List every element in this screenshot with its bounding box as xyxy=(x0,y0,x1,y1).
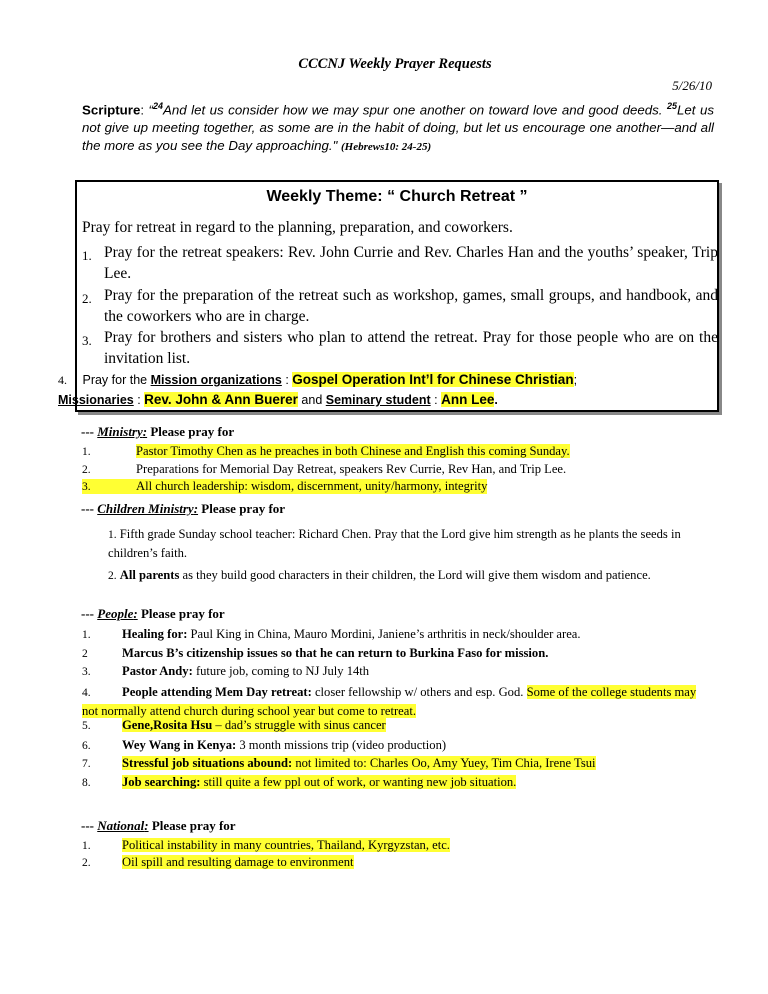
item-highlight: Some of the college students may not normally attend church during school year but come to retreat. xyxy=(82,685,697,718)
item-bold: People attending Mem Day retreat: xyxy=(122,685,312,699)
children-heading: --- Children Ministry: Please pray for xyxy=(81,501,286,516)
item-number: 1. xyxy=(82,248,92,263)
item-number: 1. xyxy=(82,446,91,458)
mission-value: Gospel Operation Int’l for Chinese Christian xyxy=(292,372,574,387)
list-item xyxy=(82,444,570,459)
item-number: 4. xyxy=(82,687,91,699)
theme-item-4: 4. Pray for the Mission organizations : Gospel Operation Int’l for Chinese Christian; Missionaries : Rev. John & Ann Buerer and Seminary student : Ann Lee. xyxy=(58,372,578,407)
item-number: 3. xyxy=(82,666,91,678)
section-name: Ministry xyxy=(97,424,143,439)
item-text: closer fellowship w/ others and esp. God. xyxy=(311,685,524,699)
list-item xyxy=(82,855,354,870)
item-number: 2. xyxy=(108,570,117,582)
item-number: 1. xyxy=(108,529,117,541)
section-name: Children Ministry xyxy=(97,501,194,516)
item-text: Pray for the preparation of the retreat such as workshop, games, small groups, and handbook, and the coworkers who are in charge. xyxy=(104,287,718,325)
list-item xyxy=(108,525,712,562)
item-bold: Healing for: xyxy=(122,627,188,641)
item-text: 3 month missions trip (video production) xyxy=(236,738,447,752)
item-number: 2. xyxy=(82,857,91,869)
list-item xyxy=(82,775,516,790)
item-text: Political instability in many countries, Thailand, Kyrgyzstan, etc. xyxy=(122,838,450,852)
item-text: Preparations for Memorial Day Retreat, speakers Rev Currie, Rev Han, and Trip Lee. xyxy=(136,462,567,476)
theme-item xyxy=(82,242,718,284)
list-item xyxy=(82,664,369,679)
list-item xyxy=(82,738,446,753)
item-number: 2. xyxy=(82,464,91,476)
item-text: All church leadership: wisdom, discernment, unity/harmony, integrity xyxy=(136,479,488,493)
verse-number: 25 xyxy=(666,101,677,111)
and-text: and xyxy=(301,393,323,407)
list-item xyxy=(82,756,596,771)
verse-number: 24 xyxy=(153,101,164,111)
ministry-heading: --- Ministry: Please pray for xyxy=(81,424,235,439)
item-bold: Stressful job situations abound: xyxy=(122,756,293,770)
item-number: 3. xyxy=(82,333,92,348)
page-title: CCCNJ Weekly Prayer Requests xyxy=(298,56,492,72)
item-text: Pray for brothers and sisters who plan to attend the retreat. Pray for those people who are on the invitation list. xyxy=(104,329,718,367)
list-item xyxy=(82,627,581,642)
item-number: 1. xyxy=(82,629,91,641)
list-item xyxy=(82,646,548,661)
scripture-label: Scripture xyxy=(82,102,141,118)
date: 5/26/10 xyxy=(672,78,712,93)
item-number: 7. xyxy=(82,758,91,770)
national-heading: --- National: Please pray for xyxy=(81,818,236,833)
section-name: People xyxy=(97,606,134,621)
item-text: Oil spill and resulting damage to environment xyxy=(122,855,354,869)
list-item xyxy=(82,683,708,720)
missionaries-label: Missionaries xyxy=(58,393,134,407)
theme-title: Weekly Theme: “ Church Retreat ” xyxy=(266,188,528,205)
item-text: as they build good characters in their children, the Lord will give them wisdom and patience. xyxy=(179,568,651,582)
item-bold: Wey Wang in Kenya: xyxy=(122,738,237,752)
scripture: Scripture: “$^{24}$And let us consider how we may spur one another on toward love and good deeds. $^{25}$Let us not give up meeting together, as some are in the habit of doing, but let us encourage one another—and all the more as you see the Day approaching." (Hebrews10: 24-25) xyxy=(82,101,714,154)
item-text: Fifth grade Sunday school teacher: Richard Chen. Pray that the Lord give him strength as he plants the seeds in children’s faith. xyxy=(108,527,681,560)
section-name: National xyxy=(97,818,145,833)
item4-pre: Pray for the xyxy=(82,373,148,387)
item-text: Pray for the retreat speakers: Rev. John Currie and Rev. Charles Han and the youths’ speaker, Trip Lee. xyxy=(104,244,718,282)
item-number: 5. xyxy=(82,720,91,732)
section-tail: Please pray for xyxy=(147,424,235,439)
item-number: 1. xyxy=(82,840,91,852)
missionaries-value: Rev. John & Ann Buerer xyxy=(144,392,298,407)
section-tail: Please pray for xyxy=(148,818,236,833)
item-bold: Job searching: xyxy=(122,775,201,789)
item-text: Pastor Timothy Chen as he preaches in both Chinese and English this coming Sunday. xyxy=(136,444,570,458)
seminary-label: Seminary student xyxy=(325,393,431,407)
item-text: – dad’s struggle with sinus cancer xyxy=(212,718,386,732)
list-item xyxy=(82,479,487,494)
list-item xyxy=(82,462,566,477)
people-heading: --- People: Please pray for xyxy=(81,606,225,621)
item-text: Paul King in China, Mauro Mordini, Janiene’s arthritis in neck/shoulder area. xyxy=(187,627,581,641)
item-bold: Gene,Rosita Hsu xyxy=(122,718,213,732)
theme-intro: Pray for retreat in regard to the planning, preparation, and coworkers. xyxy=(82,219,513,236)
item-number: 3. xyxy=(82,481,91,493)
section-tail: Please pray for xyxy=(137,606,225,621)
item-bold: Marcus B’s citizenship issues so that he can return to Burkina Faso for mission. xyxy=(122,646,549,660)
item-number: 8. xyxy=(82,777,91,789)
item-number: 4. xyxy=(58,373,67,387)
list-item xyxy=(82,718,386,733)
item-number: 6. xyxy=(82,740,91,752)
theme-item xyxy=(82,327,718,369)
seminary-value: Ann Lee xyxy=(441,392,495,407)
verse-24: And let us consider how we may spur one another on toward love and good deeds. xyxy=(163,102,663,118)
list-item xyxy=(82,838,450,853)
item-number: 2. xyxy=(82,291,92,306)
section-tail: Please pray for xyxy=(198,501,286,516)
item-bold: Pastor Andy: xyxy=(122,664,193,678)
item-number: 2 xyxy=(82,648,88,660)
item-text: future job, coming to NJ July 14th xyxy=(192,664,370,678)
list-item xyxy=(108,566,712,585)
item-text: still quite a few ppl out of work, or wanting new job situation. xyxy=(200,775,517,789)
item-text: not limited to: Charles Oo, Amy Yuey, Tim Chia, Irene Tsui xyxy=(292,756,596,770)
mission-label: Mission organizations xyxy=(150,373,282,387)
theme-item xyxy=(82,285,718,327)
item-bold: All parents xyxy=(119,568,180,582)
verse-25: Let us not give up meeting together, as some are in the habit of doing, but let us encourage one another—and all the more as you see the Day approaching." xyxy=(82,102,714,154)
scripture-reference: (Hebrews10: 24-25) xyxy=(341,141,432,154)
